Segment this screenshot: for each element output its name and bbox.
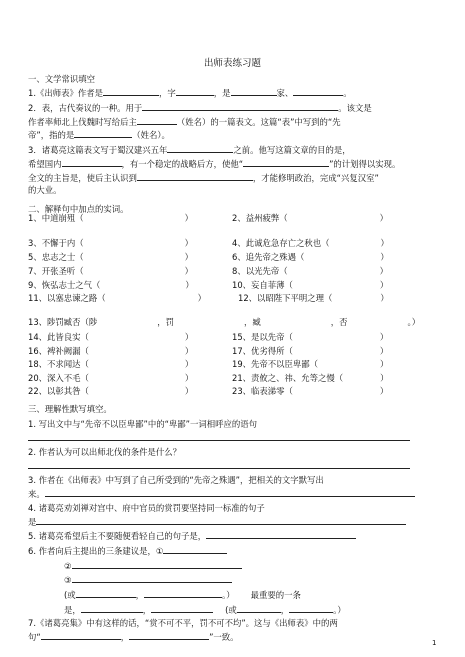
page-number: 1 bbox=[432, 639, 437, 647]
blank[interactable] bbox=[103, 86, 159, 96]
blank[interactable] bbox=[243, 157, 329, 167]
answer-blank[interactable] bbox=[163, 544, 227, 554]
vocab-item: 13、陟罚臧否（陟 ，罚 ，臧 ，否 。） bbox=[28, 317, 421, 327]
qq7-line-2: 句“ ， ”一致。 bbox=[28, 632, 239, 642]
answer-blank[interactable] bbox=[151, 603, 213, 613]
vocab-item: 15、是以先帝（ ） bbox=[232, 332, 389, 342]
page-title: 出师表练习题 bbox=[203, 58, 261, 69]
vocab-item: 21、责攸之、祎、允等之慢（ ） bbox=[232, 373, 389, 383]
answer-blank[interactable] bbox=[28, 431, 410, 441]
qq3-line-2: 来。 bbox=[28, 487, 415, 500]
vocab-item: 7、开张圣听（ ） bbox=[28, 266, 193, 276]
qq2-line: 2. 作者认为可以出师北伐的条件是什么？ bbox=[28, 447, 182, 457]
qq6-line-2: ② bbox=[64, 559, 242, 572]
vocab-item: 19、先帝不以臣卑鄙（ ） bbox=[232, 359, 389, 369]
qq3-line-1: 3. 作者在《出师表》中写到了自己所受到的“先帝之殊遇”，把相关的文字默写出 bbox=[28, 475, 324, 485]
q1-line: 1.《出师表》作者是 ，字 ，是 家、 。 bbox=[28, 88, 352, 98]
answer-blank[interactable] bbox=[28, 459, 410, 469]
vocab-item: 5、忠志之士（ ） bbox=[28, 252, 193, 262]
answer-blank[interactable] bbox=[76, 588, 136, 598]
vocab-item: 17、优劣得所（ ） bbox=[232, 346, 389, 356]
blank[interactable] bbox=[137, 115, 177, 125]
vocab-item: 3、不懈于内（ ） bbox=[28, 238, 193, 248]
section-heading-2: 二、解释句中加点的实词。 bbox=[28, 204, 129, 214]
vocab-item: 9、恢弘志士之气（ ） bbox=[28, 280, 194, 290]
qq7-line-1: 7.《诸葛亮集》中有这样的话，“赏不可不平，罚不可不均”。这与《出师表》中的两 bbox=[28, 618, 338, 628]
qq6-line-3: ③ bbox=[64, 573, 232, 586]
answer-blank[interactable] bbox=[41, 630, 121, 640]
q2-line-1: 2．表，古代奏议的一种。用于 。该文是 bbox=[28, 103, 372, 113]
vocab-item: 2、益州疲弊（ ） bbox=[232, 213, 388, 223]
answer-blank[interactable] bbox=[72, 573, 232, 583]
answer-blank[interactable] bbox=[129, 630, 209, 640]
qq4-line-2: 是 bbox=[28, 515, 406, 528]
qq6-line-1: 6. 作者向后主提出的三条建议是，① bbox=[28, 544, 227, 557]
vocab-item: 12、以昭陛下平明之理（ ） bbox=[238, 293, 389, 303]
answer-blank[interactable] bbox=[81, 603, 143, 613]
blank[interactable] bbox=[74, 128, 132, 138]
vocab-item: 10、妄自菲薄（ ） bbox=[232, 280, 389, 290]
qq6-line-4: (或 ， 。） 最重要的一条 bbox=[64, 590, 301, 600]
vocab-item: 6、追先帝之殊遇（ ） bbox=[232, 252, 389, 262]
vocab-item: 1、中道崩殂（ ） bbox=[28, 213, 193, 223]
qq5-line: 5. 诸葛亮希望后主不要随便看轻自己的句子是， bbox=[28, 529, 356, 542]
qq1-answer-line bbox=[28, 431, 410, 444]
qq4-line-1: 4. 诸葛亮劝刘禅对宫中、府中官员的赏罚要坚持同一标准的句子 bbox=[28, 503, 265, 513]
answer-blank[interactable] bbox=[206, 529, 356, 539]
blank[interactable] bbox=[137, 171, 253, 181]
answer-blank[interactable] bbox=[72, 559, 242, 569]
blank[interactable] bbox=[62, 157, 122, 167]
section-heading-1: 一、文学常识填空 bbox=[28, 74, 95, 84]
vocab-item: 22、以彰其咎（ ） bbox=[28, 386, 194, 396]
vocab-item: 18、不求闻达（ ） bbox=[28, 359, 194, 369]
answer-blank[interactable] bbox=[289, 603, 333, 613]
q3-line-3: 全文的主旨是，使后主认识到 ，才能修明政治，完成“兴复汉室” bbox=[28, 173, 379, 183]
vocab-item: 8、以光先帝（ ） bbox=[232, 266, 388, 276]
blank[interactable] bbox=[167, 143, 233, 153]
q3-line-1: 3．诸葛亮这篇表文写于蜀汉建兴五年 之前。他写这篇文章的目的是， bbox=[28, 145, 351, 155]
answer-blank[interactable] bbox=[237, 603, 281, 613]
q3-line-2: 希望国内 ，有一个稳定的战略后方，使他“ ”的计划得以实现。 bbox=[28, 159, 401, 169]
q2-line-3: 帝”，指的是 （姓名）。 bbox=[28, 130, 170, 140]
qq6-line-5: 是， ， (或 ， 。） bbox=[64, 605, 346, 615]
vocab-item: 16、裨补阙漏（ ） bbox=[28, 346, 194, 356]
blank[interactable] bbox=[142, 101, 338, 111]
q2-line-2: 作者率师北上伐魏时写给后主 （姓名）的一篇表文。这篇“表”中写到的“先 bbox=[28, 117, 341, 127]
vocab-item: 20、深入不毛（ ） bbox=[28, 373, 194, 383]
answer-blank[interactable] bbox=[144, 588, 222, 598]
blank[interactable] bbox=[231, 86, 277, 96]
vocab-item: 14、此皆良实（ ） bbox=[28, 332, 194, 342]
qq2-answer-line bbox=[28, 459, 410, 472]
blank[interactable] bbox=[176, 86, 214, 96]
vocab-item: 11、以塞忠谏之路（ ） bbox=[28, 293, 207, 303]
section-heading-3: 三、理解性默写填空。 bbox=[28, 404, 112, 414]
answer-blank[interactable] bbox=[36, 515, 406, 525]
vocab-item: 23、临表涕零（ ） bbox=[232, 386, 389, 396]
answer-blank[interactable] bbox=[45, 487, 415, 497]
blank[interactable] bbox=[293, 86, 343, 96]
vocab-item: 4、此诚危急存亡之秋也（ ） bbox=[232, 238, 389, 248]
qq1-line: 1. 写出文中与“先帝不以臣卑鄙”中的“卑鄙”一词相呼应的语句 bbox=[28, 419, 258, 429]
q3-line-4: 的大业。 bbox=[28, 185, 62, 195]
